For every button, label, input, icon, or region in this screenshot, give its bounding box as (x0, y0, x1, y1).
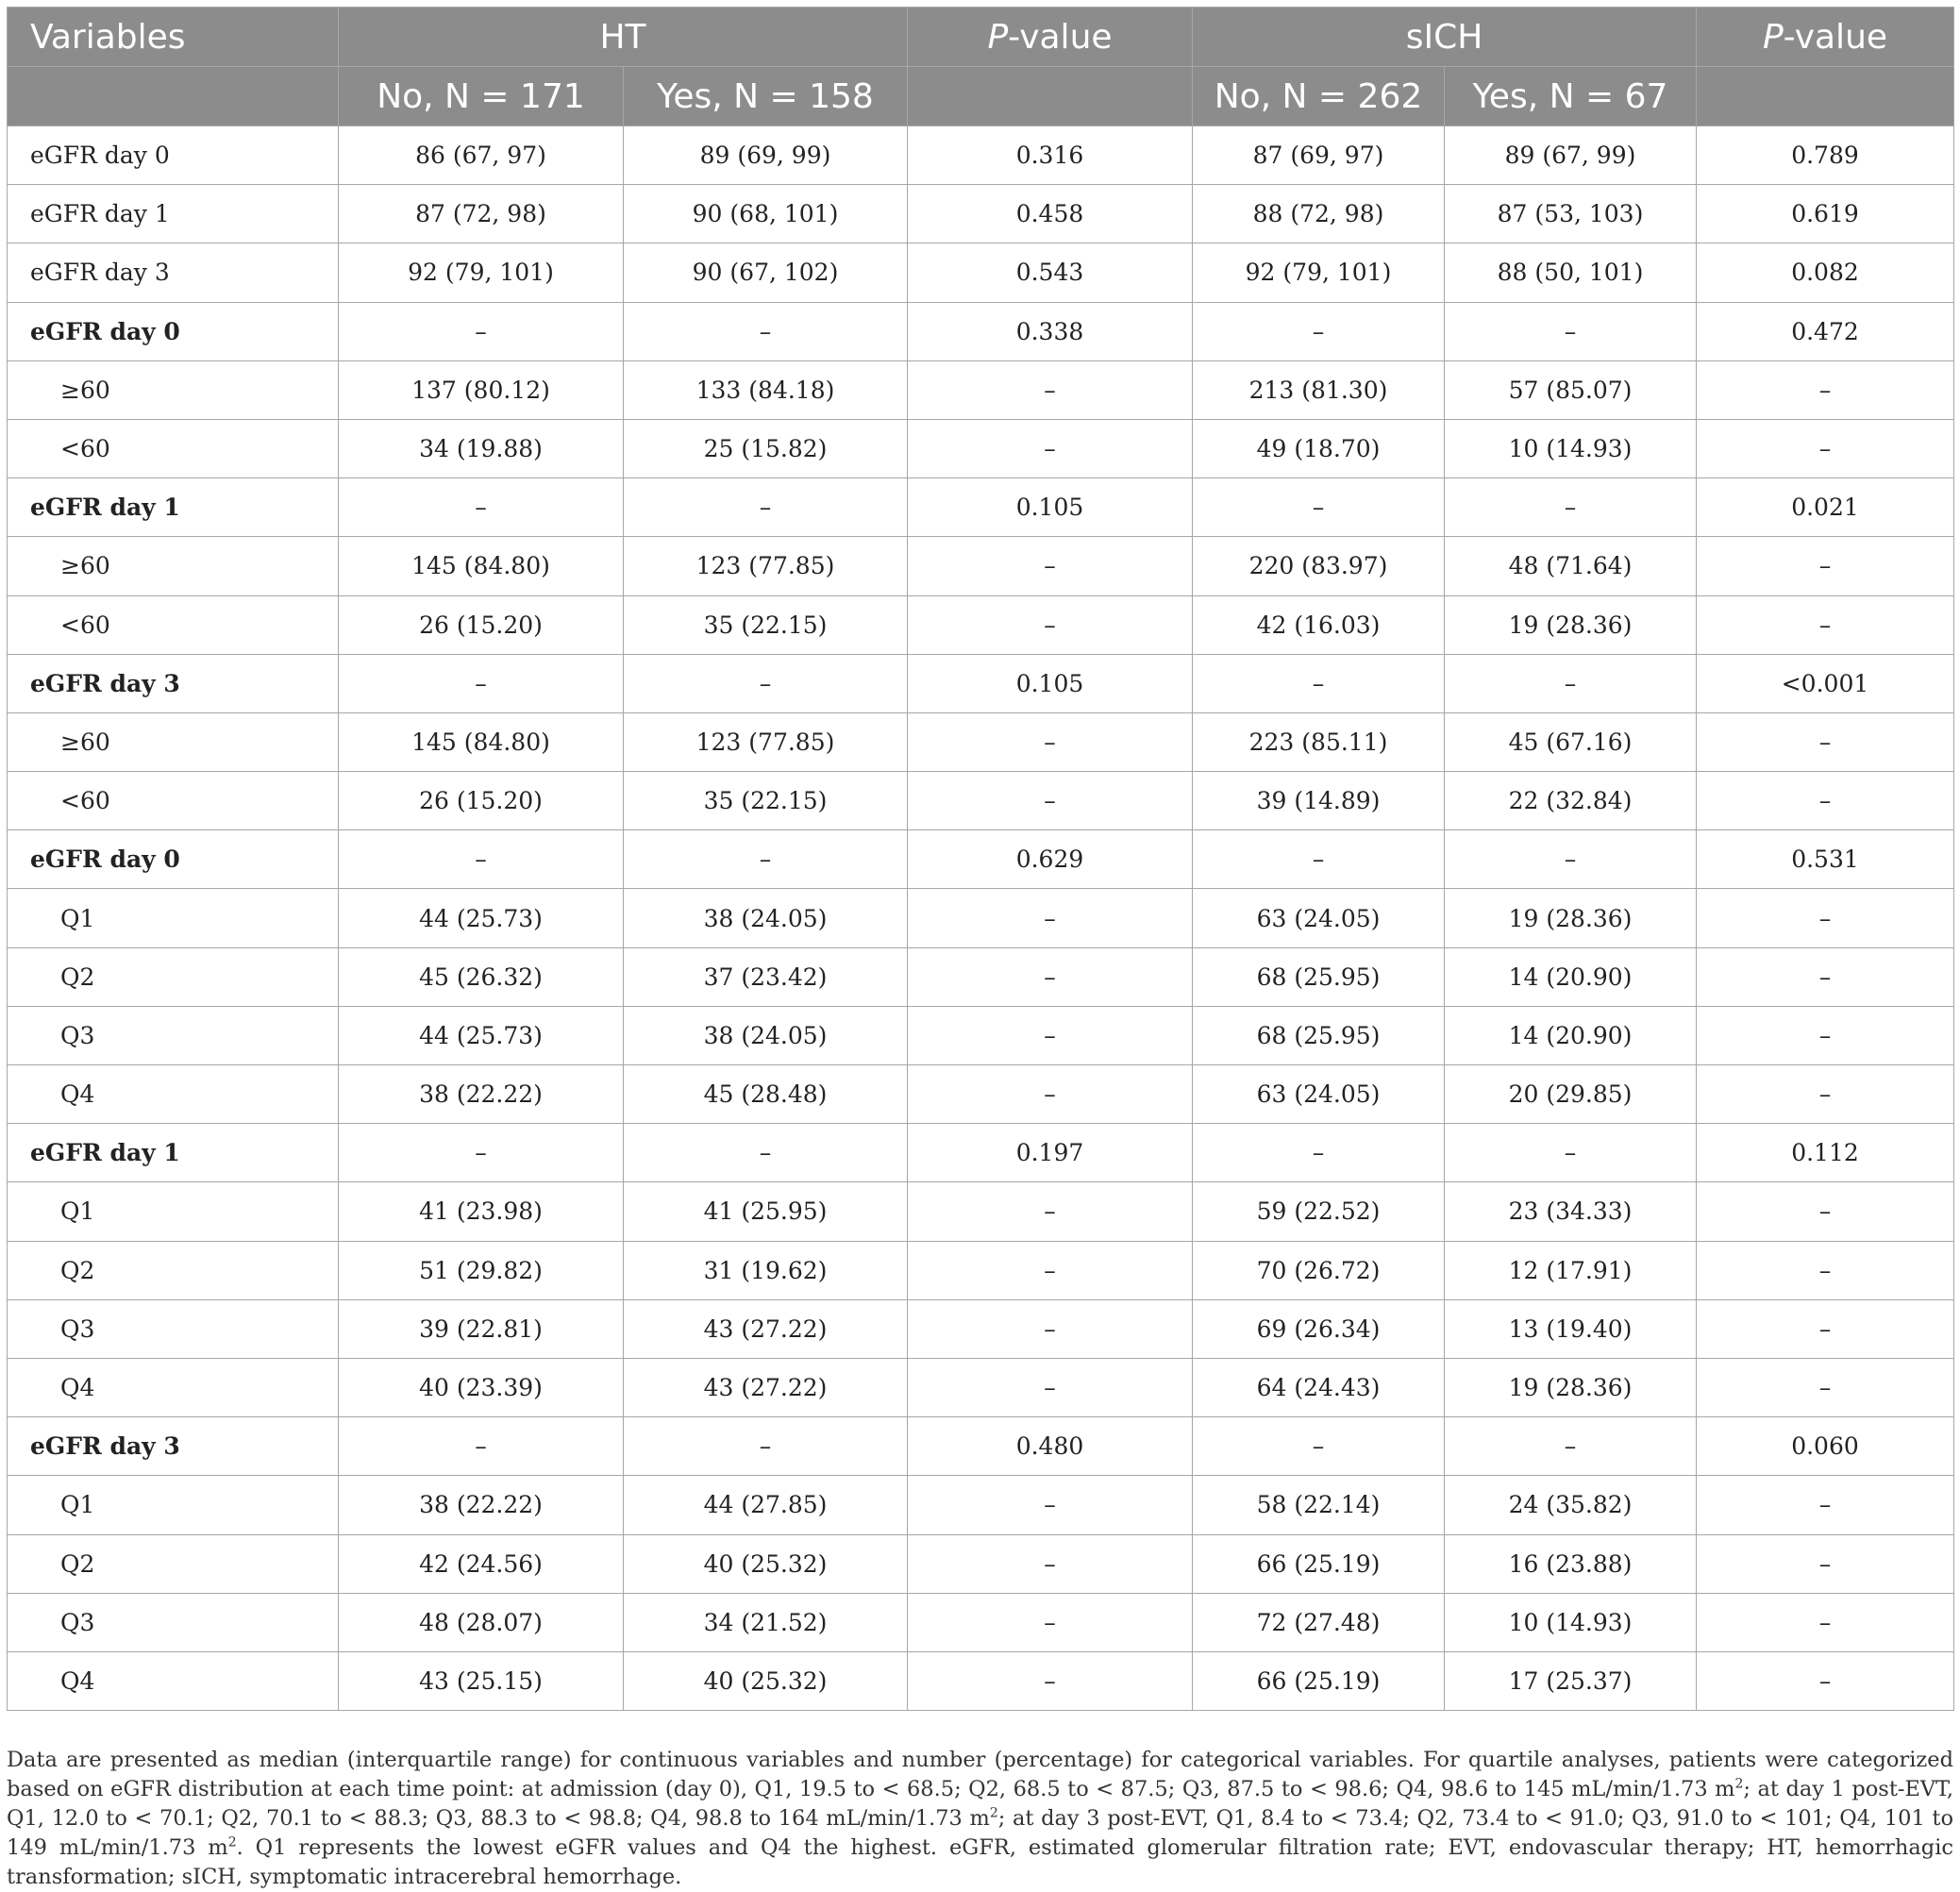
cell-sich-yes: 16 (23.88) (1445, 1534, 1697, 1593)
cell-sich-pvalue: – (1697, 1006, 1954, 1064)
cell-ht-yes: 123 (77.85) (624, 537, 908, 595)
row-label: Q2 (8, 1534, 339, 1593)
cell-sich-no: 66 (25.19) (1193, 1651, 1445, 1710)
cell-ht-pvalue: 0.105 (908, 478, 1193, 537)
table-row (8, 1006, 1954, 1064)
row-label: eGFR day 3 (8, 243, 339, 302)
cell-ht-yes: – (624, 478, 908, 537)
cell-sich-pvalue: 0.619 (1697, 185, 1954, 243)
cell-sich-pvalue: – (1697, 1476, 1954, 1534)
cell-ht-no: – (339, 1124, 624, 1182)
cell-ht-no: 137 (80.12) (339, 360, 624, 419)
cell-ht-yes: – (624, 1124, 908, 1182)
cell-ht-no: 145 (84.80) (339, 537, 624, 595)
row-label: Q3 (8, 1299, 339, 1358)
cell-sich-no: 69 (26.34) (1193, 1299, 1445, 1358)
cell-sich-yes: 19 (28.36) (1445, 1358, 1697, 1416)
cell-ht-yes: 38 (24.05) (624, 889, 908, 947)
header-empty (908, 67, 1193, 126)
cell-ht-yes: 90 (68, 101) (624, 185, 908, 243)
header-ht-yes: Yes, N = 158 (624, 67, 908, 126)
cell-sich-no: 92 (79, 101) (1193, 243, 1445, 302)
cell-ht-pvalue: – (908, 1182, 1193, 1241)
cell-ht-pvalue: 0.338 (908, 302, 1193, 360)
cell-sich-yes: 13 (19.40) (1445, 1299, 1697, 1358)
cell-ht-yes: 45 (28.48) (624, 1065, 908, 1124)
table-row (8, 419, 1954, 477)
cell-ht-yes: 44 (27.85) (624, 1476, 908, 1534)
cell-sich-pvalue: – (1697, 772, 1954, 830)
cell-ht-yes: 31 (19.62) (624, 1241, 908, 1299)
cell-ht-no: 44 (25.73) (339, 1006, 624, 1064)
cell-sich-pvalue: – (1697, 1065, 1954, 1124)
header-sich-no: No, N = 262 (1193, 67, 1445, 126)
cell-ht-pvalue: – (908, 1593, 1193, 1651)
row-label: eGFR day 1 (8, 1124, 339, 1182)
cell-sich-pvalue: – (1697, 1299, 1954, 1358)
row-label: ≥60 (8, 360, 339, 419)
table-row (8, 1182, 1954, 1241)
header-sich-pvalue: P-value (1697, 8, 1954, 67)
cell-ht-yes: 25 (15.82) (624, 419, 908, 477)
table-row (8, 1651, 1954, 1710)
cell-sich-no: – (1193, 302, 1445, 360)
cell-sich-no: 68 (25.95) (1193, 1006, 1445, 1064)
cell-sich-yes: 14 (20.90) (1445, 1006, 1697, 1064)
table-row (8, 712, 1954, 771)
cell-sich-yes: – (1445, 1124, 1697, 1182)
cell-ht-no: – (339, 302, 624, 360)
cell-ht-pvalue: – (908, 1006, 1193, 1064)
cell-ht-no: 38 (22.22) (339, 1476, 624, 1534)
cell-ht-no: – (339, 1417, 624, 1476)
cell-ht-yes: 89 (69, 99) (624, 126, 908, 185)
cell-ht-no: 92 (79, 101) (339, 243, 624, 302)
cell-ht-yes: 34 (21.52) (624, 1593, 908, 1651)
cell-sich-yes: 45 (67.16) (1445, 712, 1697, 771)
cell-sich-yes: 10 (14.93) (1445, 419, 1697, 477)
cell-sich-pvalue: – (1697, 595, 1954, 654)
cell-sich-no: 63 (24.05) (1193, 1065, 1445, 1124)
row-label: eGFR day 1 (8, 185, 339, 243)
table-row (8, 185, 1954, 243)
cell-ht-pvalue: 0.629 (908, 830, 1193, 889)
cell-ht-no: 44 (25.73) (339, 889, 624, 947)
header-ht-no: No, N = 171 (339, 67, 624, 126)
cell-sich-yes: – (1445, 1417, 1697, 1476)
cell-sich-no: – (1193, 1124, 1445, 1182)
table-row (8, 1124, 1954, 1182)
cell-ht-yes: 41 (25.95) (624, 1182, 908, 1241)
row-label: Q1 (8, 1476, 339, 1534)
table-footnote: Data are presented as median (interquartile range) for continuous variables and number (percentage) for categorical variables. For quartile analyses, patients were categorized based on eGFR distribution at each time point: at admission (day 0), Q1, 19.5 to < 68.5; Q2, 68.5 to < 87.5; Q3, 87.5 to < 98.6; Q4, 98.6 to 145 mL/min/1.73 $m^2$; at day 1 post-EVT, Q1, 12.0 to < 70.1; Q2, 70.1 to < 88.3; Q3, 88.3 to < 98.8; Q4, 98.8 to 164 mL/min/1.73 $m^2$; at day 3 post-EVT, Q1, 8.4 to < 73.4; Q2, 73.4 to < 91.0; Q3, 91.0 to < 101; Q4, 101 to 149 mL/min/1.73 $m^2$. Q1 represents the lowest eGFR values and Q4 the highest. eGFR, estimated glomerular filtration rate; EVT, endovascular therapy; HT, hemorrhagic transformation; sICH, symptomatic intracerebral hemorrhage. (7, 1747, 1954, 1889)
row-label: Q4 (8, 1065, 339, 1124)
cell-ht-no: 45 (26.32) (339, 947, 624, 1006)
cell-sich-yes: 24 (35.82) (1445, 1476, 1697, 1534)
cell-ht-yes: 133 (84.18) (624, 360, 908, 419)
cell-ht-no: – (339, 830, 624, 889)
cell-sich-pvalue: 0.021 (1697, 478, 1954, 537)
row-label: <60 (8, 419, 339, 477)
cell-sich-no: 49 (18.70) (1193, 419, 1445, 477)
cell-sich-no: 87 (69, 97) (1193, 126, 1445, 185)
cell-ht-pvalue: – (908, 419, 1193, 477)
cell-sich-pvalue: – (1697, 1534, 1954, 1593)
table-row (8, 595, 1954, 654)
cell-sich-pvalue: – (1697, 1241, 1954, 1299)
cell-sich-yes: 48 (71.64) (1445, 537, 1697, 595)
cell-ht-no: – (339, 654, 624, 712)
cell-ht-yes: 40 (25.32) (624, 1651, 908, 1710)
cell-ht-pvalue: – (908, 1651, 1193, 1710)
header-variables: Variables (8, 8, 339, 67)
cell-ht-yes: 38 (24.05) (624, 1006, 908, 1064)
row-label: eGFR day 0 (8, 830, 339, 889)
cell-sich-no: 70 (26.72) (1193, 1241, 1445, 1299)
cell-sich-pvalue: – (1697, 889, 1954, 947)
cell-sich-no: – (1193, 830, 1445, 889)
cell-sich-yes: 19 (28.36) (1445, 595, 1697, 654)
cell-sich-pvalue: – (1697, 360, 1954, 419)
cell-sich-no: 64 (24.43) (1193, 1358, 1445, 1416)
header-row-groups (8, 8, 1954, 67)
cell-ht-yes: 43 (27.22) (624, 1358, 908, 1416)
cell-sich-no: 66 (25.19) (1193, 1534, 1445, 1593)
cell-ht-pvalue: – (908, 1299, 1193, 1358)
cell-sich-no: – (1193, 1417, 1445, 1476)
cell-sich-no: 88 (72, 98) (1193, 185, 1445, 243)
table-row (8, 1241, 1954, 1299)
cell-sich-pvalue: <0.001 (1697, 654, 1954, 712)
cell-ht-yes: 43 (27.22) (624, 1299, 908, 1358)
row-label: <60 (8, 772, 339, 830)
row-label: <60 (8, 595, 339, 654)
cell-ht-no: 34 (19.88) (339, 419, 624, 477)
cell-sich-pvalue: – (1697, 1651, 1954, 1710)
cell-ht-no: 26 (15.20) (339, 595, 624, 654)
table-row (8, 830, 1954, 889)
cell-ht-pvalue: – (908, 889, 1193, 947)
cell-ht-no: – (339, 478, 624, 537)
header-ht: HT (339, 8, 908, 67)
cell-sich-no: 42 (16.03) (1193, 595, 1445, 654)
header-empty (1697, 67, 1954, 126)
row-label: Q3 (8, 1006, 339, 1064)
cell-sich-yes: 19 (28.36) (1445, 889, 1697, 947)
cell-ht-yes: – (624, 1417, 908, 1476)
cell-ht-yes: 35 (22.15) (624, 772, 908, 830)
cell-ht-pvalue: 0.480 (908, 1417, 1193, 1476)
table-row (8, 1065, 1954, 1124)
results-table-container (7, 7, 1953, 1711)
row-label: eGFR day 1 (8, 478, 339, 537)
cell-ht-pvalue: – (908, 1241, 1193, 1299)
row-label: Q2 (8, 1241, 339, 1299)
results-table (7, 7, 1954, 1711)
cell-sich-no: 213 (81.30) (1193, 360, 1445, 419)
cell-ht-no: 86 (67, 97) (339, 126, 624, 185)
cell-sich-yes: 10 (14.93) (1445, 1593, 1697, 1651)
cell-sich-no: 223 (85.11) (1193, 712, 1445, 771)
row-label: Q4 (8, 1358, 339, 1416)
cell-sich-pvalue: – (1697, 419, 1954, 477)
cell-sich-pvalue: – (1697, 1358, 1954, 1416)
cell-sich-pvalue: – (1697, 1593, 1954, 1651)
cell-sich-pvalue: – (1697, 537, 1954, 595)
cell-ht-pvalue: – (908, 595, 1193, 654)
cell-sich-no: – (1193, 478, 1445, 537)
table-row (8, 1417, 1954, 1476)
cell-ht-no: 41 (23.98) (339, 1182, 624, 1241)
table-row (8, 947, 1954, 1006)
cell-sich-pvalue: – (1697, 712, 1954, 771)
cell-ht-no: 38 (22.22) (339, 1065, 624, 1124)
cell-sich-yes: 14 (20.90) (1445, 947, 1697, 1006)
cell-sich-yes: – (1445, 478, 1697, 537)
cell-ht-no: 26 (15.20) (339, 772, 624, 830)
table-row (8, 243, 1954, 302)
cell-ht-pvalue: – (908, 712, 1193, 771)
cell-ht-yes: 40 (25.32) (624, 1534, 908, 1593)
cell-ht-yes: – (624, 302, 908, 360)
cell-ht-yes: 37 (23.42) (624, 947, 908, 1006)
cell-sich-yes: 88 (50, 101) (1445, 243, 1697, 302)
table-row (8, 1358, 1954, 1416)
row-label: Q1 (8, 889, 339, 947)
header-sich-yes: Yes, N = 67 (1445, 67, 1697, 126)
cell-ht-pvalue: – (908, 360, 1193, 419)
table-row (8, 772, 1954, 830)
cell-sich-yes: 12 (17.91) (1445, 1241, 1697, 1299)
cell-ht-yes: – (624, 654, 908, 712)
cell-sich-yes: 89 (67, 99) (1445, 126, 1697, 185)
cell-ht-pvalue: – (908, 1476, 1193, 1534)
cell-sich-yes: 17 (25.37) (1445, 1651, 1697, 1710)
cell-ht-no: 51 (29.82) (339, 1241, 624, 1299)
cell-ht-no: 40 (23.39) (339, 1358, 624, 1416)
cell-sich-yes: – (1445, 302, 1697, 360)
cell-sich-yes: 20 (29.85) (1445, 1065, 1697, 1124)
cell-ht-no: 87 (72, 98) (339, 185, 624, 243)
cell-sich-pvalue: 0.082 (1697, 243, 1954, 302)
cell-sich-no: 68 (25.95) (1193, 947, 1445, 1006)
table-row (8, 1593, 1954, 1651)
cell-sich-no: 58 (22.14) (1193, 1476, 1445, 1534)
cell-sich-yes: 23 (34.33) (1445, 1182, 1697, 1241)
cell-ht-pvalue: – (908, 1358, 1193, 1416)
table-row (8, 889, 1954, 947)
cell-sich-pvalue: 0.060 (1697, 1417, 1954, 1476)
cell-sich-pvalue: 0.789 (1697, 126, 1954, 185)
cell-ht-pvalue: – (908, 772, 1193, 830)
cell-ht-no: 48 (28.07) (339, 1593, 624, 1651)
cell-sich-yes: – (1445, 830, 1697, 889)
cell-sich-no: 72 (27.48) (1193, 1593, 1445, 1651)
cell-ht-no: 42 (24.56) (339, 1534, 624, 1593)
header-ht-pvalue: P-value (908, 8, 1193, 67)
table-row (8, 1299, 1954, 1358)
cell-ht-pvalue: 0.105 (908, 654, 1193, 712)
table-header (8, 8, 1954, 126)
table-row (8, 360, 1954, 419)
cell-sich-no: 220 (83.97) (1193, 537, 1445, 595)
cell-ht-pvalue: 0.316 (908, 126, 1193, 185)
cell-ht-pvalue: – (908, 1065, 1193, 1124)
row-label: ≥60 (8, 712, 339, 771)
cell-sich-pvalue: 0.112 (1697, 1124, 1954, 1182)
header-empty (8, 67, 339, 126)
table-row (8, 654, 1954, 712)
cell-sich-no: 63 (24.05) (1193, 889, 1445, 947)
cell-ht-no: 43 (25.15) (339, 1651, 624, 1710)
header-sich: sICH (1193, 8, 1697, 67)
cell-sich-no: 59 (22.52) (1193, 1182, 1445, 1241)
cell-sich-pvalue: – (1697, 1182, 1954, 1241)
cell-sich-yes: 22 (32.84) (1445, 772, 1697, 830)
cell-ht-pvalue: – (908, 947, 1193, 1006)
row-label: Q1 (8, 1182, 339, 1241)
header-row-subgroups (8, 67, 1954, 126)
cell-ht-pvalue: 0.458 (908, 185, 1193, 243)
row-label: Q3 (8, 1593, 339, 1651)
cell-sich-yes: 57 (85.07) (1445, 360, 1697, 419)
row-label: eGFR day 3 (8, 654, 339, 712)
cell-ht-pvalue: – (908, 1534, 1193, 1593)
table-row (8, 537, 1954, 595)
table-row (8, 302, 1954, 360)
table-row (8, 126, 1954, 185)
table-body (8, 126, 1954, 1711)
row-label: eGFR day 0 (8, 302, 339, 360)
cell-ht-no: 145 (84.80) (339, 712, 624, 771)
row-label: Q4 (8, 1651, 339, 1710)
cell-ht-pvalue: – (908, 537, 1193, 595)
cell-ht-yes: 35 (22.15) (624, 595, 908, 654)
cell-sich-no: – (1193, 654, 1445, 712)
cell-ht-pvalue: 0.543 (908, 243, 1193, 302)
cell-ht-no: 39 (22.81) (339, 1299, 624, 1358)
cell-sich-pvalue: – (1697, 947, 1954, 1006)
table-row (8, 478, 1954, 537)
cell-ht-yes: 123 (77.85) (624, 712, 908, 771)
cell-ht-pvalue: 0.197 (908, 1124, 1193, 1182)
row-label: ≥60 (8, 537, 339, 595)
cell-ht-yes: – (624, 830, 908, 889)
row-label: eGFR day 0 (8, 126, 339, 185)
cell-sich-yes: – (1445, 654, 1697, 712)
cell-sich-yes: 87 (53, 103) (1445, 185, 1697, 243)
table-row (8, 1476, 1954, 1534)
row-label: Q2 (8, 947, 339, 1006)
cell-sich-no: 39 (14.89) (1193, 772, 1445, 830)
cell-ht-yes: 90 (67, 102) (624, 243, 908, 302)
table-row (8, 1534, 1954, 1593)
cell-sich-pvalue: 0.531 (1697, 830, 1954, 889)
cell-sich-pvalue: 0.472 (1697, 302, 1954, 360)
row-label: eGFR day 3 (8, 1417, 339, 1476)
